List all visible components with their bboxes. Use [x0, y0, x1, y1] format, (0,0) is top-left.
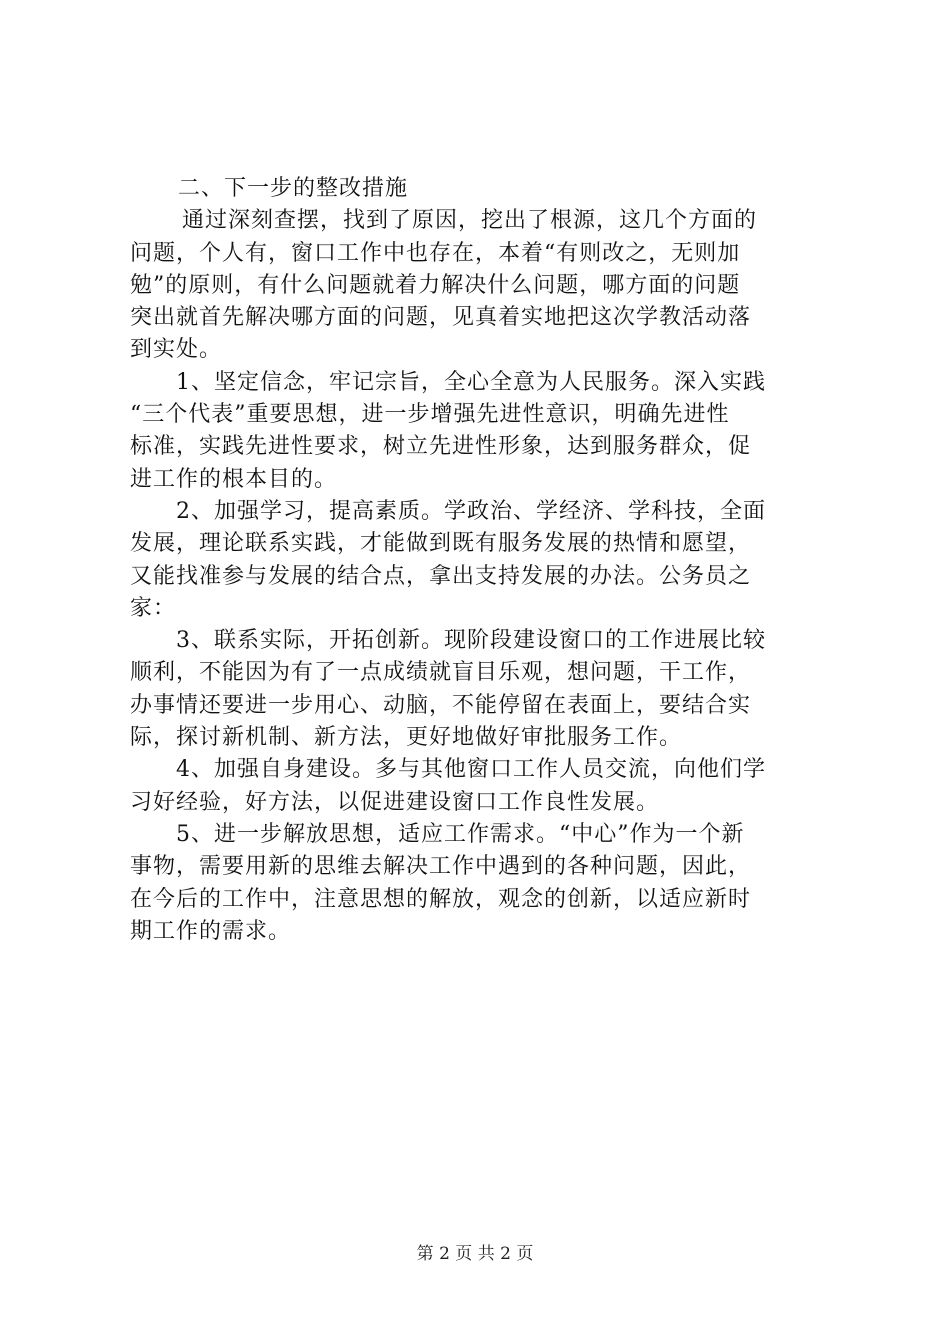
item-3-line-4: 际，探讨新机制、新方法，更好地做好审批服务工作。	[130, 725, 683, 751]
item-1-line-2: “三个代表”重要思想，进一步增强先进性意识，明确先进性	[130, 402, 730, 428]
item-2-line-3: 又能找准参与发展的结合点，拿出支持发展的办法。公务员之	[130, 563, 752, 589]
item-1-line-3: 标准，实践先进性要求，树立先进性形象，达到服务群众，促	[130, 434, 752, 460]
item-1-line-1: 1、坚定信念，牢记宗旨，全心全意为人民服务。深入实践	[176, 369, 766, 395]
item-1-line-4: 进工作的根本目的。	[130, 466, 338, 492]
item-2-line-4: 家：	[130, 595, 177, 621]
item-5-line-4: 期工作的需求。	[130, 918, 292, 944]
document-body	[130, 173, 830, 948]
item-5-line-1: 5、进一步解放思想，适应工作需求。“中心”作为一个新	[176, 821, 745, 847]
paragraph-intro-line-5: 到实处。	[130, 337, 223, 363]
paragraph-intro-line-2: 问题，个人有，窗口工作中也存在，本着“有则改之，无则加	[130, 240, 741, 266]
item-3-line-2: 顺利，不能因为有了一点成绩就盲目乐观，想问题，干工作，	[130, 660, 752, 686]
item-2-line-2: 发展，理论联系实践，才能做到既有服务发展的热情和愿望，	[130, 531, 752, 557]
item-3-line-1: 3、联系实际，开拓创新。现阶段建设窗口的工作进展比较	[176, 628, 766, 654]
item-5-line-3: 在今后的工作中，注意思想的解放，观念的创新，以适应新时	[130, 886, 752, 912]
paragraph-intro-line-1: 通过深刻查摆，找到了原因，挖出了根源，这几个方面的	[182, 208, 758, 234]
page-number-footer: 第 2 页 共 2 页	[416, 1244, 534, 1264]
item-5-line-2: 事物，需要用新的思维去解决工作中遇到的各种问题，因此，	[130, 854, 752, 880]
item-3-line-3: 办事情还要进一步用心、动脑，不能停留在表面上，要结合实	[130, 692, 752, 718]
item-2-line-1: 2、加强学习，提高素质。学政治、学经济、学科技，全面	[176, 498, 766, 524]
section-heading: 二、下一步的整改措施	[178, 176, 409, 201]
item-4-line-1: 4、加强自身建设。多与其他窗口工作人员交流，向他们学	[176, 757, 766, 783]
paragraph-intro-line-3: 勉”的原则，有什么问题就着力解决什么问题，哪方面的问题	[130, 272, 741, 298]
item-4-line-2: 习好经验，好方法，以促进建设窗口工作良性发展。	[130, 789, 660, 815]
paragraph-intro-line-4: 突出就首先解决哪方面的问题，见真着实地把这次学教活动落	[130, 305, 752, 331]
